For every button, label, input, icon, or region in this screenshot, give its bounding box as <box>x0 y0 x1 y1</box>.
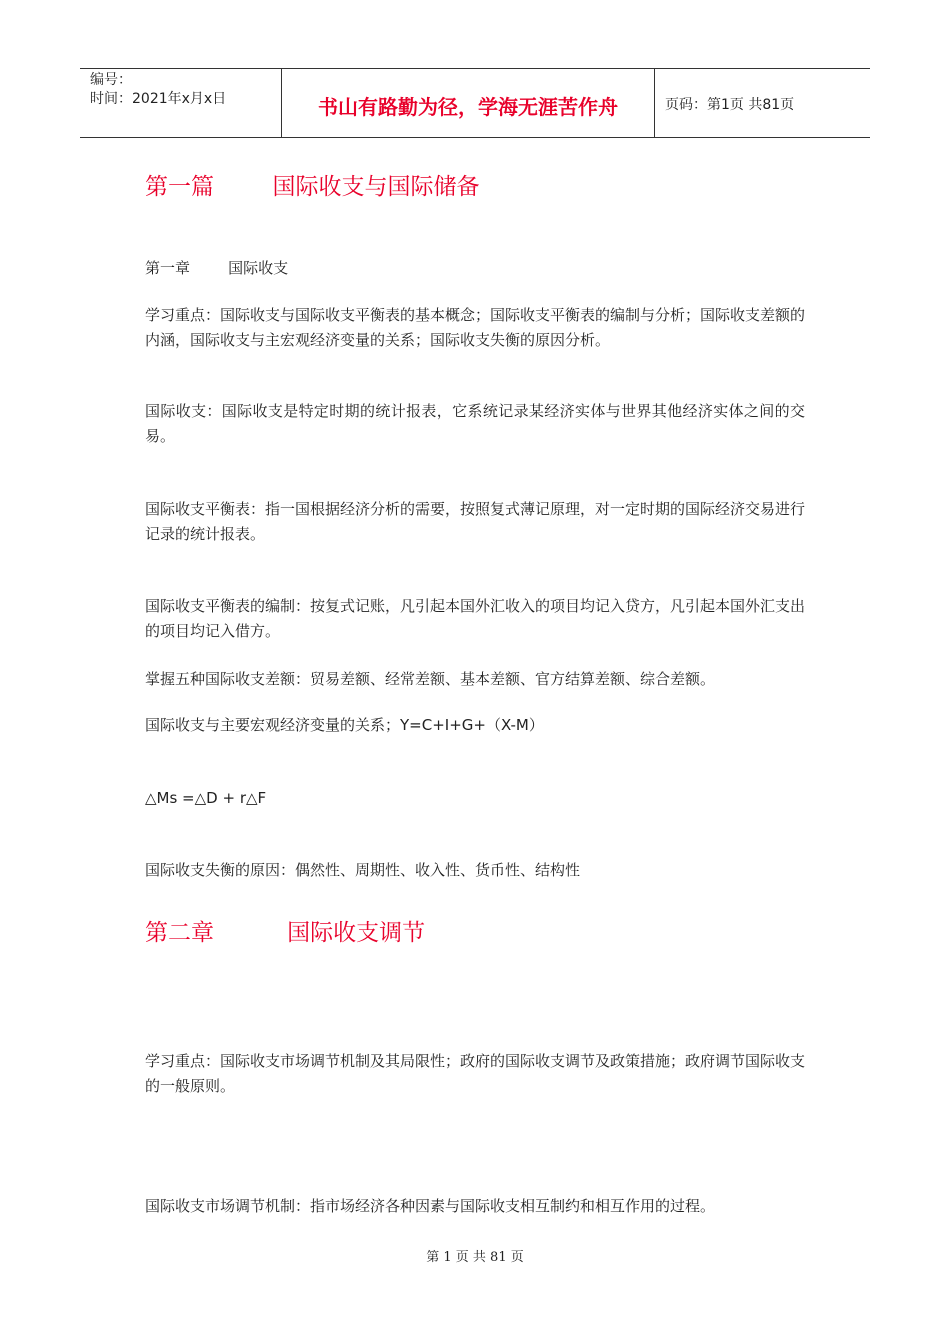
header-slogan: 书山有路勤为径，学海无涯苦作舟 <box>282 69 655 137</box>
paragraph-bop-definition: 国际收支：国际收支是特定时期的统计报表，它系统记录某经济实体与世界其他经济实体之间的交易。 <box>145 402 805 445</box>
number-label: 编号： <box>90 72 132 88</box>
paragraph-macro-relation <box>145 713 805 738</box>
paragraph-study-focus: 学习重点：国际收支与国际收支平衡表的基本概念；国际收支平衡表的编制与分析；国际收支差额的内涵，国际收支与主宏观经济变量的关系；国际收支失衡的原因分析。 <box>145 306 806 349</box>
chapter-1-title: 第一章 国际收支 <box>145 259 289 277</box>
macro-relation-text: 国际收支与主要宏观经济变量的关系； <box>145 716 401 734</box>
paragraph-market-mechanism: 国际收支市场调节机制：指市场经济各种因素与国际收支相互制约和相互作用的过程。 <box>145 1197 716 1215</box>
part-title: 第一篇 国际收支与国际储备 <box>145 174 480 200</box>
paragraph-bop-compilation: 国际收支平衡表的编制：按复式记账，凡引起本国外汇收入的项目均记入贷方，凡引起本国外汇支出的项目均记入借方。 <box>145 597 806 640</box>
paragraph-five-balances: 掌握五种国际收支差额：贸易差额、经常差额、基本差额、官方结算差额、综合差额。 <box>145 670 716 688</box>
macro-formula: Y=C+I+G+（X-M） <box>400 716 544 734</box>
page-footer: 第 1 页 共 81 页 <box>426 1250 524 1265</box>
time-label: 时间：2021年x月x日 <box>90 91 227 107</box>
header-page-info: 页码：第1页 共81页 <box>665 97 795 113</box>
money-supply-formula: △Ms =△D + r△F <box>145 789 267 807</box>
paragraph-imbalance-causes: 国际收支失衡的原因：偶然性、周期性、收入性、货币性、结构性 <box>145 861 581 879</box>
header-meta <box>80 69 282 137</box>
paragraph-study-focus-2: 学习重点：国际收支市场调节机制及其局限性；政府的国际收支调节及政策措施；政府调节国际收支的一般原则。 <box>145 1052 806 1095</box>
chapter-2-title: 第二章 国际收支调节 <box>145 920 426 946</box>
paragraph-bop-statement: 国际收支平衡表：指一国根据经济分析的需要，按照复式薄记原理，对一定时期的国际经济交易进行记录的统计报表。 <box>145 500 806 543</box>
page-header <box>80 68 870 138</box>
